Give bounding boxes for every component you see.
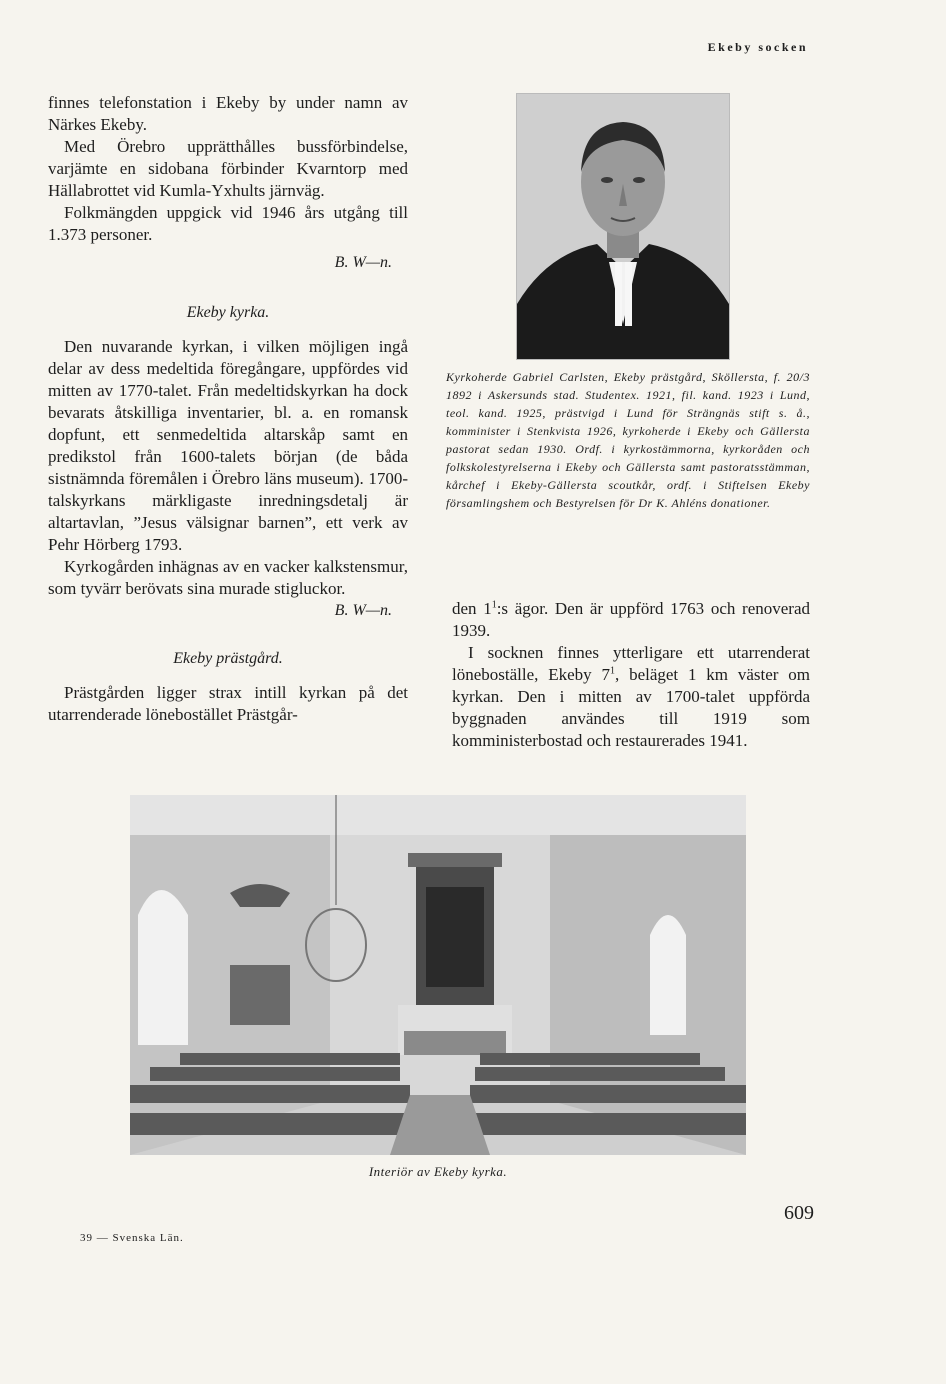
paragraph: Med Örebro upprätthålles bussförbindelse, varjämte en sidobana förbinder Kvarntorp med Hällabrottet vid Kumla-Yxhults järnväg.: [48, 137, 408, 200]
paragraph: Prästgården ligger strax intill kyrkan på det utarrenderade lönebostället Prästgår-: [48, 683, 408, 724]
interior-caption: Interiör av Ekeby kyrka.: [368, 1164, 508, 1179]
paragraph: finnes telefonstation i Ekeby by under namn av Närkes Ekeby.: [48, 93, 408, 134]
section-title-kyrka: Ekeby kyrka.: [186, 304, 270, 321]
portrait-illustration: [517, 94, 729, 359]
author-signature: B. W—n.: [334, 602, 392, 619]
running-head: Ekeby socken: [707, 40, 808, 54]
paragraph: Den nuvarande kyrkan, i vilken möjligen ingå delar av dess medeltida föregångare, uppfördes vid mitten av 1770-talet. Från medeltidskyrkan ha dock bevarats åtskilliga inventarier, bl. a. en romansk dopfunt, ett senmedeltida altarskåp samt en predikstol från 1600-talets början (de båda sistnämnda föremålen i Örebro läns museum). 1700-talskyrkans märkligaste inredningsdetalj är altartavlan, ”Jesus välsignar barnen”, ett verk av Pehr Hörberg 1793.: [48, 337, 408, 554]
left-column: [48, 92, 408, 726]
right-column: [452, 598, 810, 752]
section-title-prastgard: Ekeby prästgård.: [173, 650, 283, 667]
paragraph: Folkmängden uppgick vid 1946 års utgång till 1.373 personer.: [48, 203, 408, 244]
paragraph: den $1^1:s$ ägor. Den är uppförd 1763 och renoverad 1939.: [452, 599, 810, 640]
page-number: 609: [784, 1202, 814, 1224]
footer-signature: 39 — Svenska Län.: [80, 1232, 184, 1244]
church-interior-illustration: [130, 795, 746, 1155]
paragraph: Kyrkogården inhägnas av en vacker kalkstensmur, som tyvärr berövats sina murade stigluckor.: [48, 557, 408, 598]
author-signature: B. W—n.: [334, 254, 392, 271]
portrait-photo: [516, 93, 730, 360]
church-interior-photo: [130, 795, 746, 1155]
paragraph: I socknen finnes ytterligare ett utarrenderat löneboställe, Ekeby $7^1$, beläget 1 km väster om kyrkan. Den i mitten av 1700-talet uppförda byggnaden användes till 1919 som komministerbostad och restaurerades 1941.: [452, 643, 810, 750]
portrait-caption: Kyrkoherde Gabriel Carlsten, Ekeby prästgård, Sköllersta, f. 20/3 1892 i Askersunds stad. Studentex. 1921, fil. kand. 1923 i Lund, teol. kand. 1925, prästvigd i Lund för Strängnäs stift s. å., komminister i Stenkvista 1926, kyrkoherde i Ekeby och Gällersta pastorat sedan 1930. Ordf. i kyrkostämmorna, kyrkoråden och folkskolestyrelserna i Ekeby och Gällersta samt pastoratsstämman, kårchef i Ekeby-Gällersta scoutkår, ordf. i Stiftelsen Ekeby församlingshem och Bestyrelsen för Dr K. Ahléns donationer.: [446, 370, 810, 510]
